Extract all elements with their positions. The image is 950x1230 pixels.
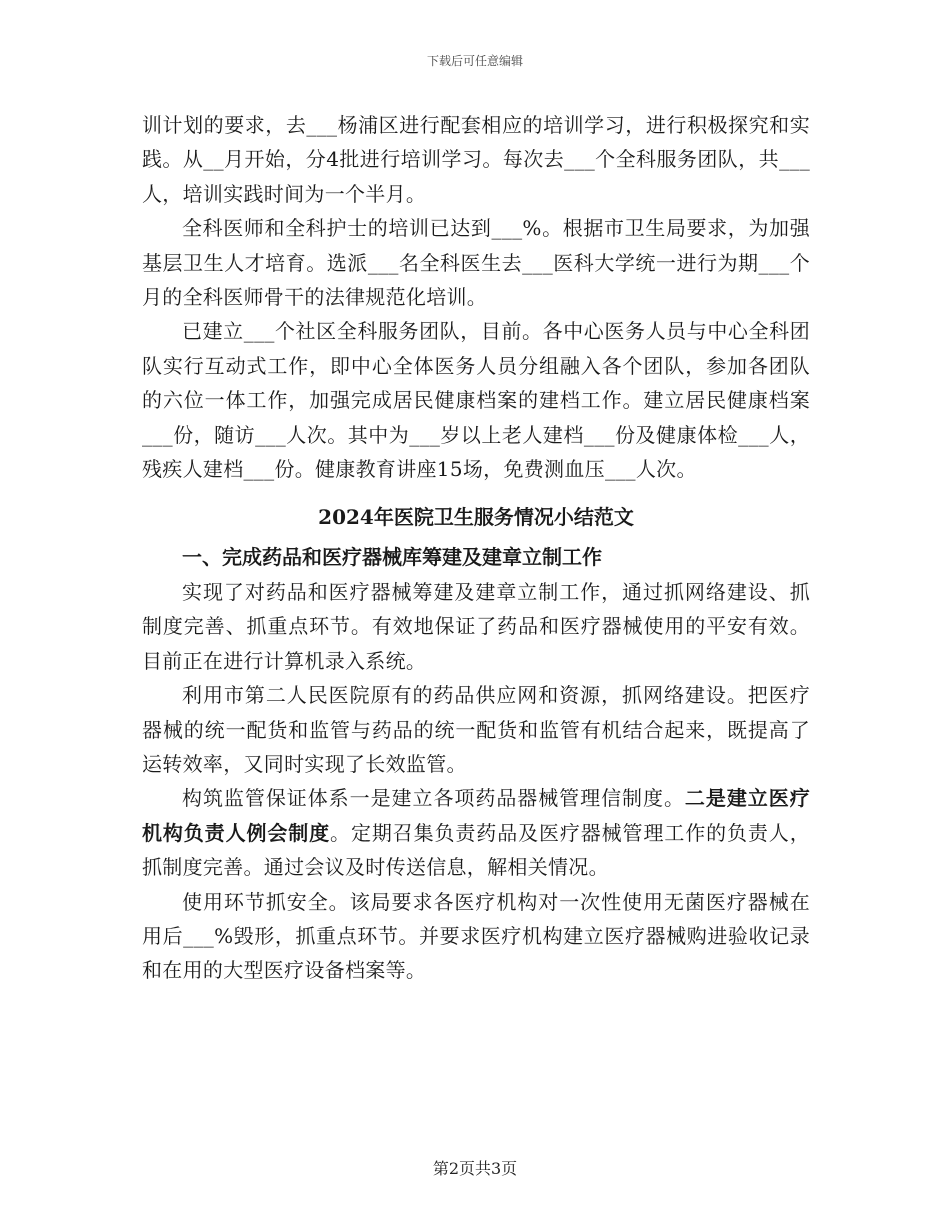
- document-body: [142, 108, 810, 988]
- page-footer: 第2页共3页: [432, 1159, 518, 1178]
- section-heading-1: 一、完成药品和医疗器械库筹建及建章立制工作: [182, 545, 602, 570]
- paragraph-training-rate: 全科医师和全科护士的培训已达到___%。根据市卫生局要求，为加强基层卫生人才培育。选派___名全科医生去___医科大学统一进行为期___个月的全科医师骨干的法律规范化培训。: [142, 216, 810, 310]
- paragraph-3-end: 。定期召集负责药品及医疗器械管理工作的负责人，抓制度完善。通过会议及时传送信息，解相关情况。: [142, 820, 810, 880]
- paragraph-4: 使用环节抓安全。该局要求各医疗机构对一次性使用无菌医疗器械在用后___%毁形，抓重点环节。并要求医疗机构建立医疗器械购进验收记录和在用的大型医疗设备档案等。: [142, 889, 810, 983]
- paragraph-service-teams: 已建立___个社区全科服务团队，目前。各中心医务人员与中心全科团队实行互动式工作，即中心全体医务人员分组融入各个团队，参加各团队的六位一体工作，加强完成居民健康档案的建档工作。建立居民健康档案___份，随访___人次。其中为___岁以上老人建档___份及健康体检___人，残疾人建档___份。健康教育讲座15场，免费测血压___人次。: [142, 319, 810, 482]
- paragraph-3-bold: 二是建立医疗机构负责人例会制度: [142, 786, 810, 845]
- article-title: 2024年医院卫生服务情况小结范文: [318, 505, 634, 530]
- paragraph-3: [142, 781, 810, 884]
- paragraph-1: 实现了对药品和医疗器械筹建及建章立制工作，通过抓网络建设、抓制度完善、抓重点环节。有效地保证了药品和医疗器械使用的平安有效。目前正在进行计算机录入系统。: [142, 579, 810, 673]
- page-header: 下载后可任意编辑: [426, 54, 523, 68]
- paragraph-continued: 训计划的要求，去___杨浦区进行配套相应的培训学习，进行积极探究和实践。从__月开始，分4批进行培训学习。每次去___个全科服务团队，共___人，培训实践时间为一个半月。: [142, 113, 810, 206]
- paragraph-2: 利用市第二人民医院原有的药品供应网和资源，抓网络建设。把医疗器械的统一配货和监管与药品的统一配货和监管有机结合起来，既提高了运转效率，又同时实现了长效监管。: [142, 683, 810, 776]
- paragraph-3-start: 构筑监管保证体系一是建立各项药品器械管理信制度。: [182, 786, 685, 811]
